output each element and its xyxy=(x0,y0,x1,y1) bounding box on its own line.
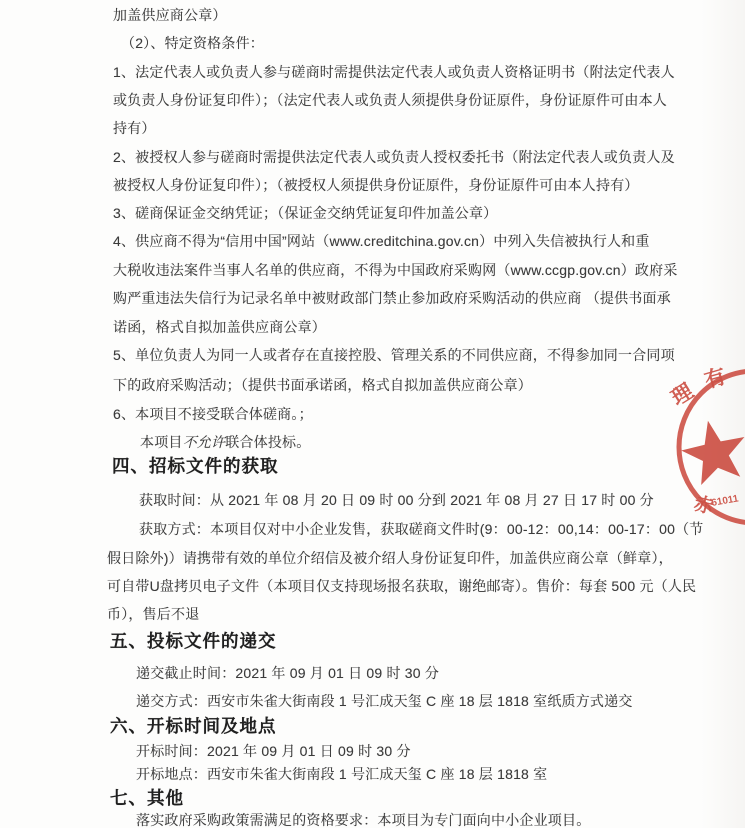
doc-line: 购严重违法失信行为记录名单中被财政部门禁止参加政府采购活动的供应商 （提供书面承 xyxy=(113,290,671,306)
doc-line: 诺函，格式自拟加盖供应商公章） xyxy=(113,319,326,335)
doc-line: 大税收违法案件当事人名单的供应商，不得为中国政府采购网（www.ccgp.gov.cn）政府采 xyxy=(113,262,678,278)
section-heading-6: 六、开标时间及地点 xyxy=(110,716,277,736)
company-seal xyxy=(655,362,745,532)
doc-line: 获取时间：从 2021 年 08 月 20 日 09 时 00 分到 2021 年 08 月 27 日 17 时 00 分 xyxy=(139,492,654,508)
joint-bid-suffix: 联合体投标。 xyxy=(225,434,311,450)
doc-line: 5、单位负责人为同一人或者存在直接控股、管理关系的不同供应商，不得参加同一合同项 xyxy=(113,347,675,363)
doc-line: （2）、特定资格条件： xyxy=(121,35,264,51)
doc-line: 递交方式：西安市朱雀大街南段 1 号汇成天玺 C 座 18 层 1818 室纸质方式递交 xyxy=(136,693,633,709)
doc-line: 可自带U盘拷贝电子文件（本项目仅支持现场报名获取，谢绝邮寄）。售价：每套 500 元（人民 xyxy=(107,578,697,594)
joint-bid-italic: 不允许 xyxy=(182,434,226,450)
doc-line: 或负责人身份证复印件）；（法定代表人或负责人须提供身份证原件，身份证原件可由本人 xyxy=(113,92,667,108)
doc-line: 开标时间：2021 年 09 月 01 日 09 时 30 分 xyxy=(136,743,411,759)
seal-arc-char-2: 有 xyxy=(702,364,729,393)
doc-line: 加盖供应商公章） xyxy=(113,7,227,23)
doc-line-joint-bid xyxy=(140,432,310,452)
doc-line: 获取方式：本项目仅对中小企业发售，获取磋商文件时(9：00-12：00,14：00-17：00（节 xyxy=(139,521,704,537)
doc-line: 假日除外)）请携带有效的单位介绍信及被介绍人身份证复印件，加盖供应商公章（鲜章）， xyxy=(107,550,673,566)
doc-line: 递交截止时间：2021 年 09 月 01 日 09 时 30 分 xyxy=(136,665,440,681)
seal-graphic xyxy=(655,362,745,532)
joint-bid-prefix: 本项目 xyxy=(140,434,183,450)
section-heading-5: 五、投标文件的递交 xyxy=(110,631,277,651)
doc-line: 1、法定代表人或负责人参与磋商时需提供法定代表人或负责人资格证明书（附法定代表人 xyxy=(113,64,675,80)
seal-arc-char-1: 理 xyxy=(667,379,698,411)
doc-line: 币），售后不退 xyxy=(107,606,200,622)
doc-line: 持有） xyxy=(113,120,156,136)
section-heading-7: 七、其他 xyxy=(110,788,184,808)
doc-line: 开标地点：西安市朱雀大街南段 1 号汇成天玺 C 座 18 层 1818 室 xyxy=(136,766,548,782)
seal-circle-border xyxy=(679,371,745,523)
doc-line: 被授权人身份证复印件）；（被授权人须提供身份证原件，身份证原件可由本人持有） xyxy=(113,177,639,193)
doc-line: 4、供应商不得为“信用中国”网站（www.creditchina.gov.cn）中列入失信被执行人和重 xyxy=(113,233,650,249)
doc-line: 2、被授权人参与磋商时需提供法定代表人或负责人授权委托书（附法定代表人或负责人及 xyxy=(113,149,675,165)
section-heading-4: 四、招标文件的获取 xyxy=(112,456,279,476)
doc-line: 下的政府采购活动；（提供书面承诺函，格式自拟加盖供应商公章） xyxy=(113,377,532,393)
star-icon xyxy=(676,414,745,488)
doc-line: 6、本项目不接受联合体磋商。； xyxy=(113,406,313,422)
seal-bottom-char: 赤 xyxy=(691,493,716,519)
doc-line: 3、磋商保证金交纳凭证；（保证金交纳凭证复印件加盖公章） xyxy=(113,205,498,221)
seal-serial-number: 61011 xyxy=(710,493,740,509)
doc-line: 落实政府采购政策需满足的资格要求：本项目为专门面向中小企业项目。 xyxy=(136,812,591,828)
